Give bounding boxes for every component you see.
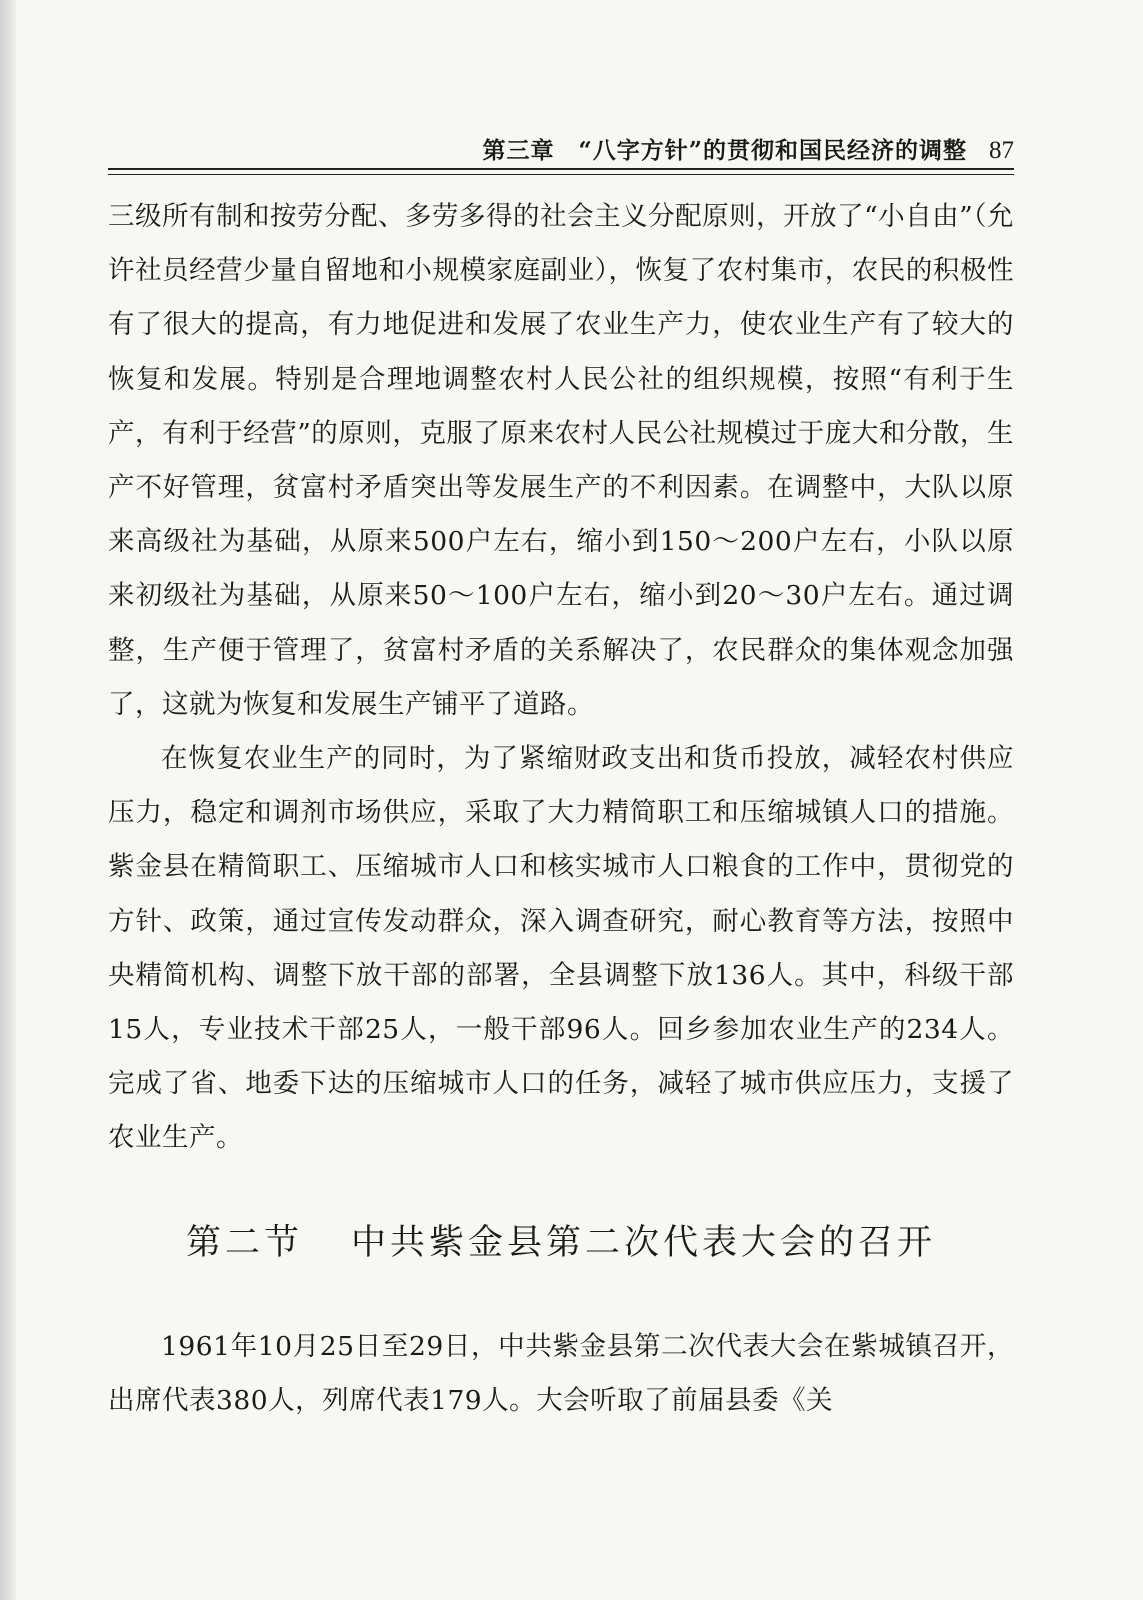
chapter-title: 第三章 “八字方针”的贯彻和国民经济的调整 [482,137,967,164]
page-number: 87 [989,137,1014,164]
section-number: 第二节 [185,1222,303,1263]
running-header [108,136,1014,166]
body-text [108,190,1014,1428]
paragraph-1: 三级所有制和按劳分配、多劳多得的社会主义分配原则，开放了“小自由”（允许社员经营少量自留地和小规模家庭副业），恢复了农村集市，农民的积极性有了很大的提高，有力地促进和发展了农业生产力，使农业生产有了较大的恢复和发展。特别是合理地调整农村人民公社的组织规模，按照“有利于生产，有利于经营”的原则，克服了原来农村人民公社规模过于庞大和分散，生产不好管理，贫富村矛盾突出等发展生产的不利因素。在调整中，大队以原来高级社为基础，从原来500户左右，缩小到150～200户左右，小队以原来初级社为基础，从原来50～100户左右，缩小到20～30户左右。通过调整，生产便于管理了，贫富村矛盾的关系解决了，农民群众的集体观念加强了，这就为恢复和发展生产铺平了道路。 [108,201,1014,720]
header-rule [108,168,1014,175]
scan-page-edge [0,0,16,1600]
section-title: 中共紫金县第二次代表大会的召开 [351,1222,937,1263]
paragraph-3: 1961年10月25日至29日，中共紫金县第二次代表大会在紫城镇召开，出席代表380人，列席代表179人。大会听取了前届县委《关 [108,1330,1014,1416]
section-heading [108,1216,1014,1270]
paragraph-2: 在恢复农业生产的同时，为了紧缩财政支出和货币投放，减轻农村供应压力，稳定和调剂市场供应，采取了大力精简职工和压缩城镇人口的措施。紫金县在精简职工、压缩城市人口和核实城市人口粮食的工作中，贯彻党的方针、政策，通过宣传发动群众，深入调查研究，耐心教育等方法，按照中央精简机构、调整下放干部的部署，全县调整下放136人。其中，科级干部15人，专业技术干部25人，一般干部96人。回乡参加农业生产的234人。完成了省、地委下达的压缩城市人口的任务，减轻了城市供应压力，支援了农业生产。 [108,743,1014,1154]
